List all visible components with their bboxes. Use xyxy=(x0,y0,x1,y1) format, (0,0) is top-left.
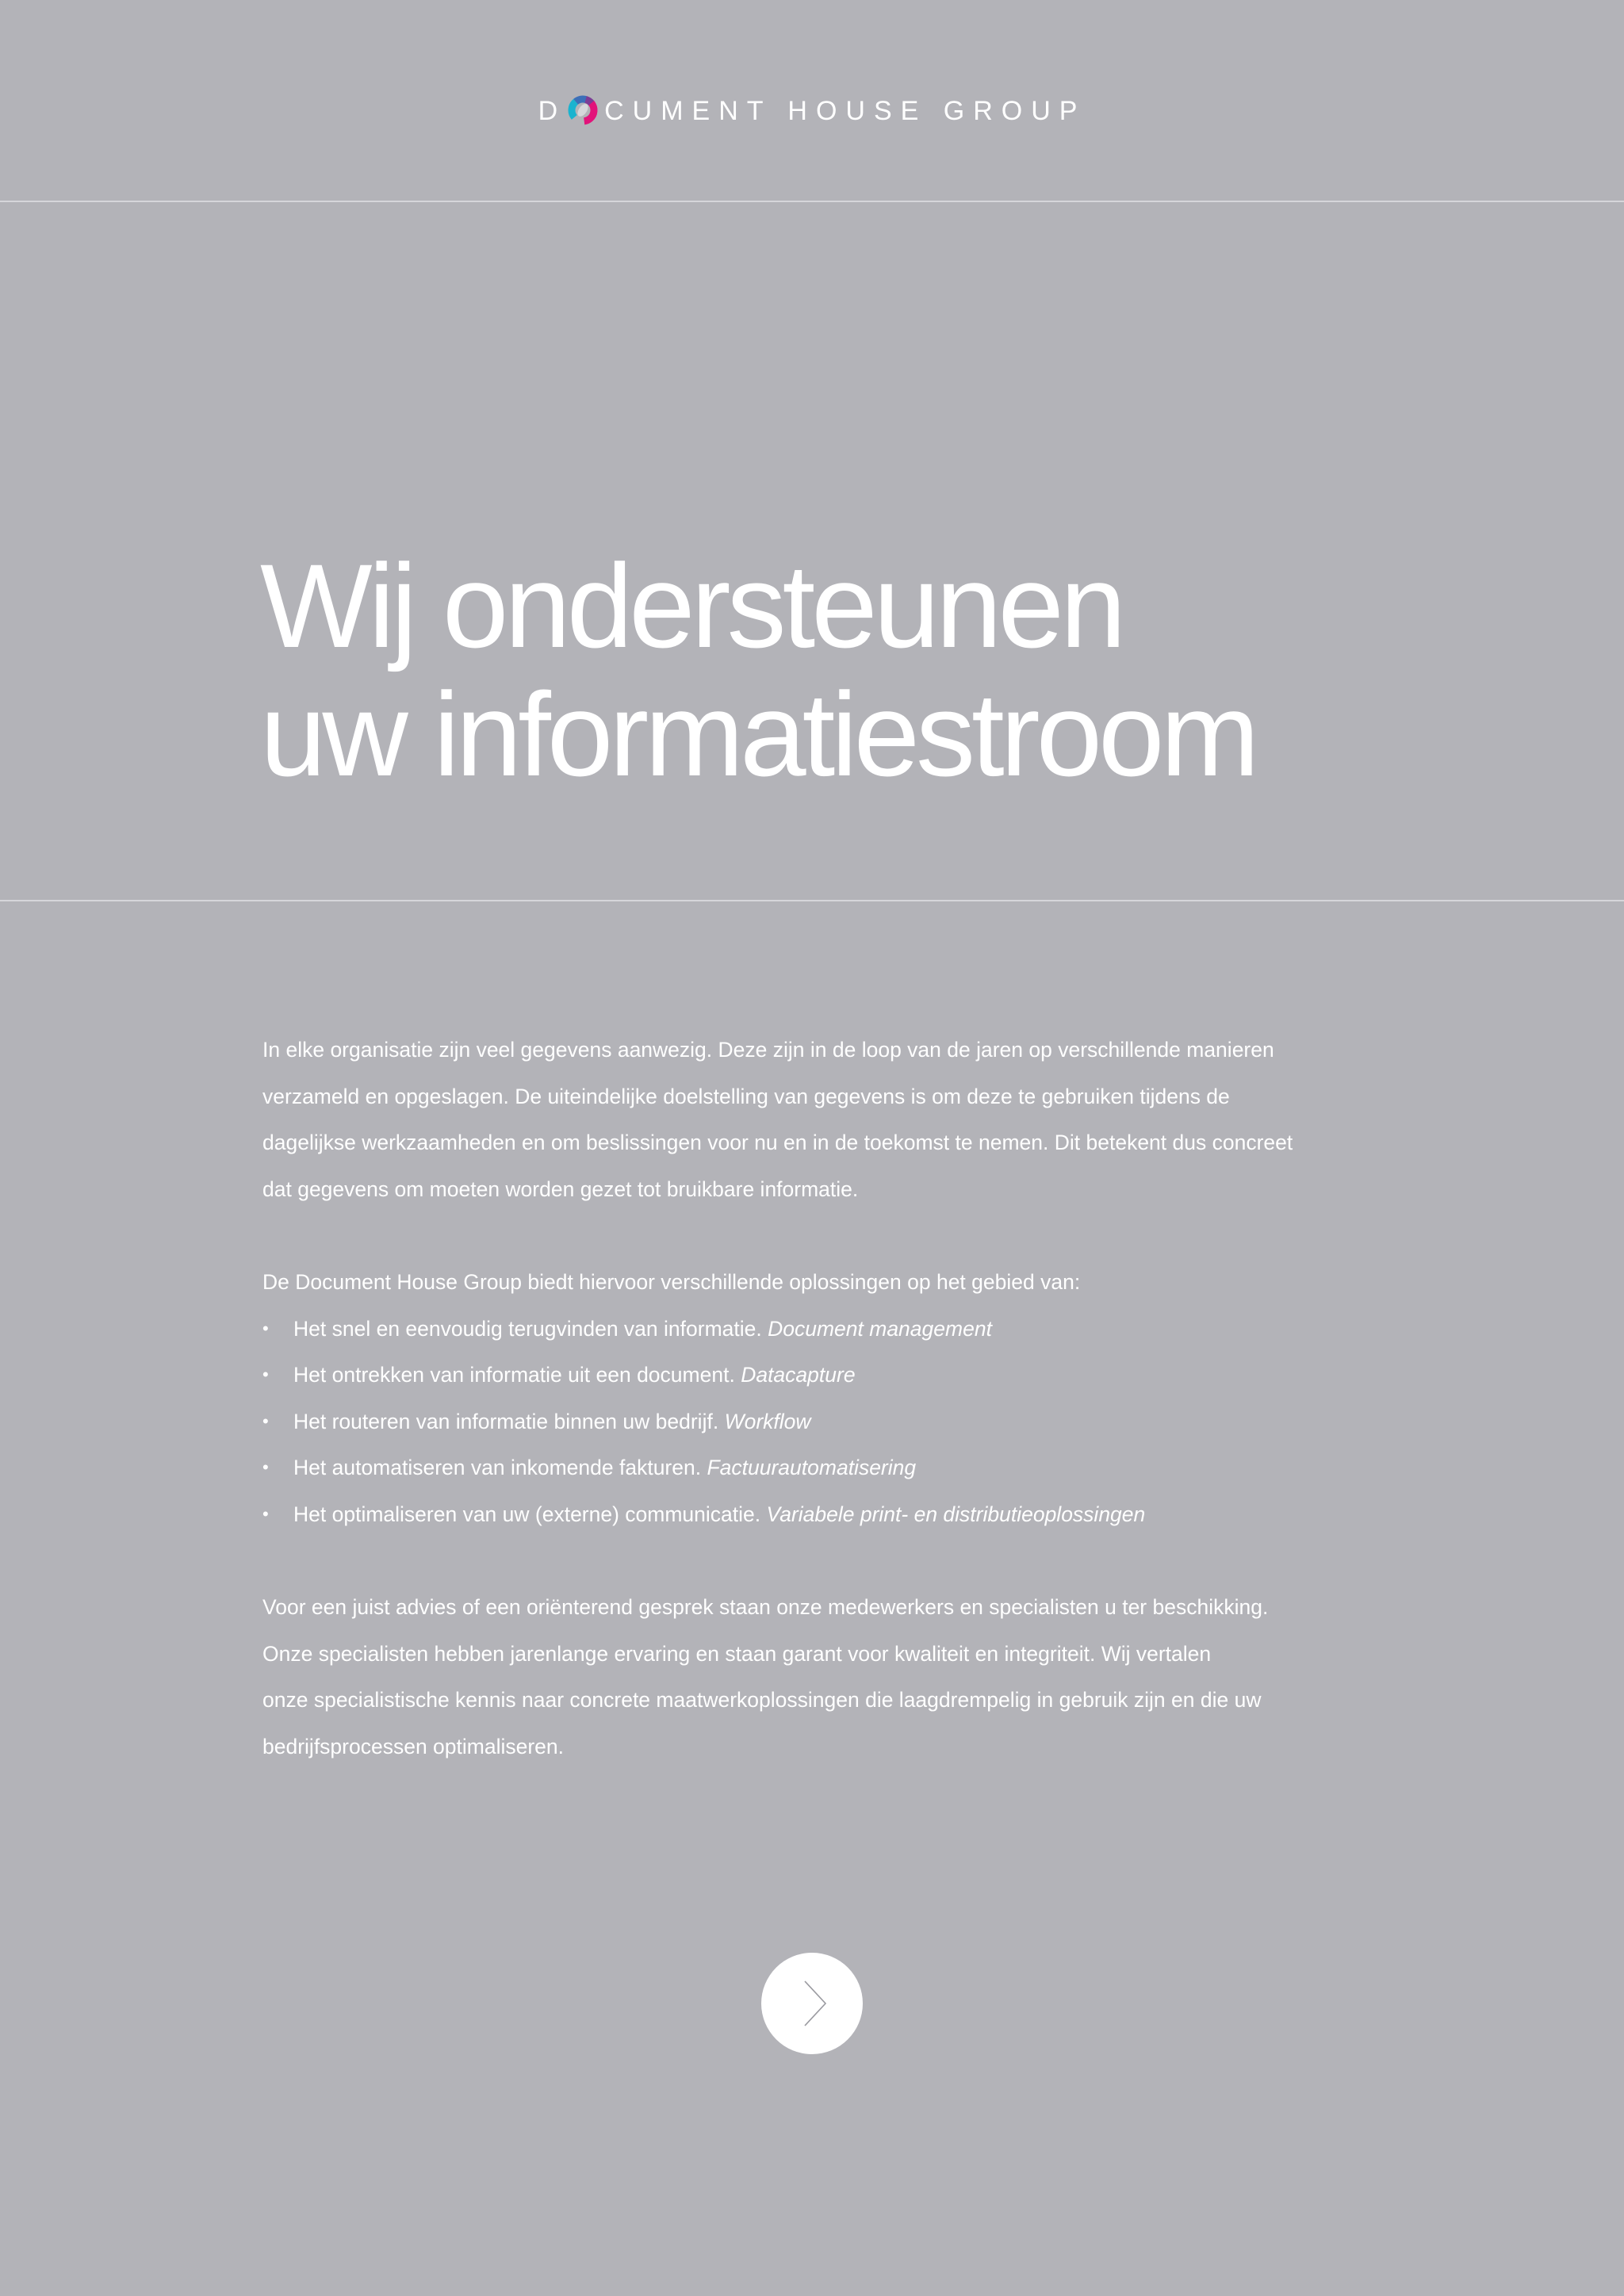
solution-description: Het routeren van informatie binnen uw bedrijf. xyxy=(293,1409,725,1433)
intro-line: dat gegevens om moeten worden gezet tot bruikbare informatie. xyxy=(262,1177,859,1201)
closing-line: onze specialistische kennis naar concrete maatwerkoplossingen die laagdrempelig in gebruik zijn en die uw xyxy=(262,1688,1262,1712)
solution-item xyxy=(262,1491,1373,1538)
solutions-list xyxy=(262,1306,1373,1538)
hero-section xyxy=(0,202,1624,901)
solution-label: Workflow xyxy=(724,1409,811,1433)
logo-o-mark-icon xyxy=(566,94,599,127)
closing-line: Onze specialisten hebben jarenlange ervaring en staan garant voor kwaliteit en integriteit. Wij vertalen xyxy=(262,1641,1212,1666)
hero-title xyxy=(260,539,1256,801)
closing-paragraph xyxy=(262,1584,1373,1770)
solution-description: Het optimaliseren van uw (externe) communicatie. xyxy=(293,1502,767,1526)
solution-description: Het snel en eenvoudig terugvinden van informatie. xyxy=(293,1316,768,1341)
solution-item xyxy=(262,1352,1373,1399)
intro-line: dagelijkse werkzaamheden en om beslissingen voor nu en in de toekomst te nemen. Dit betekent dus concreet xyxy=(262,1131,1293,1155)
solution-item xyxy=(262,1445,1373,1491)
body-content xyxy=(262,1027,1373,1770)
closing-line: Voor een juist advies of een oriënterend gesprek staan onze medewerkers en specialisten u ter beschikking. xyxy=(262,1595,1269,1620)
intro-line: In elke organisatie zijn veel gegevens aanwezig. Deze zijn in de loop van de jaren op verschillende manieren xyxy=(262,1038,1274,1062)
solution-item xyxy=(262,1306,1373,1353)
company-logo[interactable] xyxy=(0,94,1624,128)
intro-paragraph xyxy=(262,1027,1373,1212)
hero-title-line-2: uw informatiestroom xyxy=(260,668,1256,801)
solution-item xyxy=(262,1399,1373,1445)
closing-line: bedrijfsprocessen optimaliseren. xyxy=(262,1734,565,1758)
solution-description: Het automatiseren van inkomende fakturen. xyxy=(293,1456,707,1480)
page-header xyxy=(0,0,1624,202)
chevron-right-icon xyxy=(761,1953,863,2054)
solution-label: Variabele print- en distributieoplossingen xyxy=(766,1502,1146,1526)
solutions-intro: De Document House Group biedt hiervoor verschillende oplossingen op het gebied van: xyxy=(262,1269,1081,1294)
logo-letter-d: D xyxy=(538,96,567,126)
next-page-button[interactable] xyxy=(761,1953,863,2054)
logo-wordmark: CUMENT HOUSE GROUP xyxy=(604,96,1086,126)
solution-label: Document management xyxy=(768,1316,992,1341)
hero-title-line-1: Wij ondersteunen xyxy=(260,539,1123,672)
solution-label: Factuurautomatisering xyxy=(707,1456,917,1480)
solution-label: Datacapture xyxy=(741,1363,856,1387)
solution-description: Het ontrekken van informatie uit een document. xyxy=(293,1363,741,1387)
intro-line: verzameld en opgeslagen. De uiteindelijke doelstelling van gegevens is om deze te gebruiken tijdens de xyxy=(262,1084,1230,1108)
